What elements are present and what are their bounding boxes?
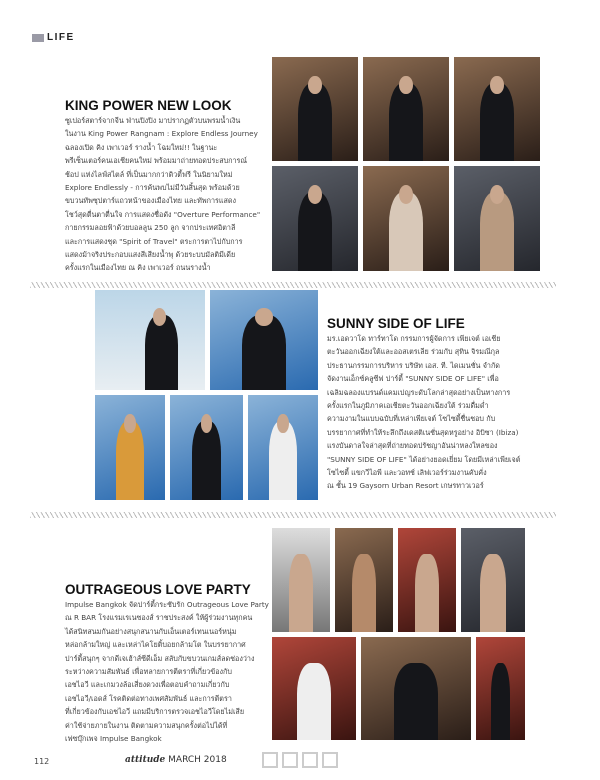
body-line: ค่าใช้จ่ายภายในงาน ติดตามความสนุกครั้งต่อไปได้ที่ [65, 720, 228, 730]
king-power-photo-grid [272, 57, 540, 271]
square-icon [282, 752, 298, 768]
photo [210, 290, 318, 390]
photo [95, 395, 165, 500]
love-party-photo-grid [272, 528, 525, 740]
body-line: "SUNNY SIDE OF LIFE" ได้อย่างยอดเยี่ยม โดยมีเหล่าเพียเจต์ [327, 454, 521, 464]
body-line: Explore Endlessly - การค้นพบไม่มีวันสิ้นสุด พร้อมด้วย [65, 183, 240, 193]
body-line: ประธานกรรมการบริหาร บริษัท เอส. ที. ไดเมนชั่น จำกัด [327, 360, 500, 370]
footer-issue [125, 755, 227, 765]
photo [398, 528, 456, 632]
body-line: เอชไอวี/เอดส์ โรคติดต่อทางเพศสัมพันธ์ และการตีตรา [65, 693, 232, 703]
article-title: KING POWER NEW LOOK [65, 98, 232, 113]
body-line: ฉลองเปิด คิง เพาเวอร์ รางน้ำ โฉมใหม่!! ในฐานะ [65, 142, 218, 152]
divider [30, 512, 556, 518]
photo [272, 166, 358, 271]
photo [476, 637, 525, 740]
body-line: และการแสดงชุด "Spirit of Travel" ตระการตาไปกับการ [65, 236, 243, 246]
section-marker [32, 34, 44, 42]
square-icon [322, 752, 338, 768]
body-line: ครั้งแรกในภูมิภาคเอเชียตะวันออกเฉียงใต้ ร่วมดื่มด่ำ [327, 401, 489, 411]
page-number: 112 [34, 757, 50, 766]
photo [272, 57, 358, 161]
body-line: กายกรรมลอยฟ้าด้วยบอลลูน 250 ลูก จากประเทศอิตาลี [65, 223, 236, 233]
body-line: เฉลิมฉลองแบรนด์แคมเปญระดับโลกล่าสุดอย่างเป็นทางการ [327, 387, 511, 397]
body-line: ในงาน King Power Rangnam : Explore Endless Journey [65, 129, 258, 139]
photo [248, 395, 318, 500]
body-line: หล่อกล้ามใหญ่ และเหล่าไคโยติ้บอยกล้ามโต ในบรรยากาศ [65, 640, 246, 650]
article-title: OUTRAGEOUS LOVE PARTY [65, 582, 251, 597]
body-line: โชว์สุดตื่นตาตื่นใจ การแสดงชื่อดัง "Overture Performance" [65, 209, 261, 219]
body-line: ช้อป แห่งไลฟ์สไตล์ ที่เป็นมากกว่าดิวตี้ฟรี ในนิยามใหม่ [65, 169, 233, 179]
body-line: แสดงม้าจริงประกอบแสงสีเสียงน้ำพุ ด้วยระบบมัลติมีเดีย [65, 250, 236, 260]
article-title: SUNNY SIDE OF LIFE [327, 316, 465, 331]
square-icon [262, 752, 278, 768]
body-line: ณ R BAR โรงแรมเรเนซองส์ ราชประสงค์ ให้ผู้ร่วมงานทุกคน [65, 613, 253, 623]
square-icon [302, 752, 318, 768]
photo [363, 57, 449, 161]
body-line: Impulse Bangkok จัดปาร์ตี้กระชับรัก Outrageous Love Party [65, 600, 269, 609]
photo [95, 290, 205, 390]
body-line: ที่เกี่ยวข้องกับเอชไอวี แถมมีบริการตรวจเอชไอวีโดยไม่เสีย [65, 707, 245, 717]
body-line: ณ ชั้น 19 Gaysorn Urban Resort เกษรทาวเวอร์ [327, 481, 484, 491]
body-line: แรงบันดาลใจล่าสุดที่ถ่ายทอดปรัชญาอันน่าหลงใหลของ [327, 441, 498, 451]
photo [335, 528, 393, 632]
divider [30, 282, 556, 288]
photo [363, 166, 449, 271]
photo [461, 528, 525, 632]
body-line: ซูเปอร์สตาร์จากจีน ฟ่านปิงปิง มาปรากฏตัวบนพรมน้ำเงิน [65, 116, 241, 125]
section-label: LIFE [47, 32, 75, 43]
body-line: ตะวันออกเฉียงใต้และออสเตรเลีย ร่วมกับ สุทิน จิรมณีกุล [327, 347, 500, 357]
body-line: ระหว่างความสัมพันธ์ เพื่อทลายการตีตราที่เกี่ยวข้องกับ [65, 667, 232, 677]
magazine-logo: attitude [125, 755, 166, 765]
body-line: เอชไอวี และเกมวงล้อเสี่ยงดวงเพื่อตอบคำถามเกี่ยวกับ [65, 680, 230, 690]
issue-date: MARCH 2018 [168, 755, 227, 765]
body-line: ขบวนทัพซุปตาร์แถวหน้าของเมืองไทย และทัพการแสดง [65, 196, 237, 206]
article-body [65, 114, 260, 275]
body-line: จัดงานเอ็กซ์คลูซีฟ ปาร์ตี้ "SUNNY SIDE OF LIFE" เพื่อ [327, 374, 499, 384]
photo [361, 637, 471, 740]
article-body [65, 598, 269, 745]
body-line: ปาร์ตี้สนุกๆ จากดีเจเฮ้าส์ซีดีเอ็ม สลับกับขบวนเกมส์ลดช่องว่าง [65, 653, 255, 663]
body-line: พรีเซ็นเตอร์คนเอเชียคนใหม่ พร้อมมาถ่ายทอดประสบการณ์ [65, 156, 248, 166]
photo [454, 166, 540, 271]
body-line: ความงามในแบบฉบับที่เหล่าเพียเจต์ โซไซตี้ชื่นชอบ กับ [327, 414, 496, 424]
body-line: มร.เอดวาโด ทาร์ทาโด กรรมการผู้จัดการ เพียเจต์ เอเชีย [327, 334, 501, 343]
body-line: ครั้งแรกในเมืองไทย ณ คิง เพาเวอร์ ถนนรางน้ำ [65, 263, 211, 273]
photo [272, 528, 330, 632]
body-line: เฟซบุ๊กเพจ Impulse Bangkok [65, 734, 162, 744]
body-line: ได้สนิทสนมกันอย่างสนุกสนานกับเอ็นเตอร์เทนเนอร์หนุ่ม [65, 626, 237, 636]
photo [454, 57, 540, 161]
body-line: โซไซตี้ แขกวีไอพี และวอทช์ เลิฟเวอร์ร่วมงานคับคั่ง [327, 468, 487, 478]
sunny-side-photo-grid [95, 290, 318, 500]
body-line: บรรยากาศที่ทำให้ระลึกถึงเดสติเนชั่นสุดหรูอย่าง อิบิซา (Ibiza) [327, 427, 519, 437]
photo [272, 637, 356, 740]
article-body [327, 332, 520, 493]
photo [170, 395, 243, 500]
